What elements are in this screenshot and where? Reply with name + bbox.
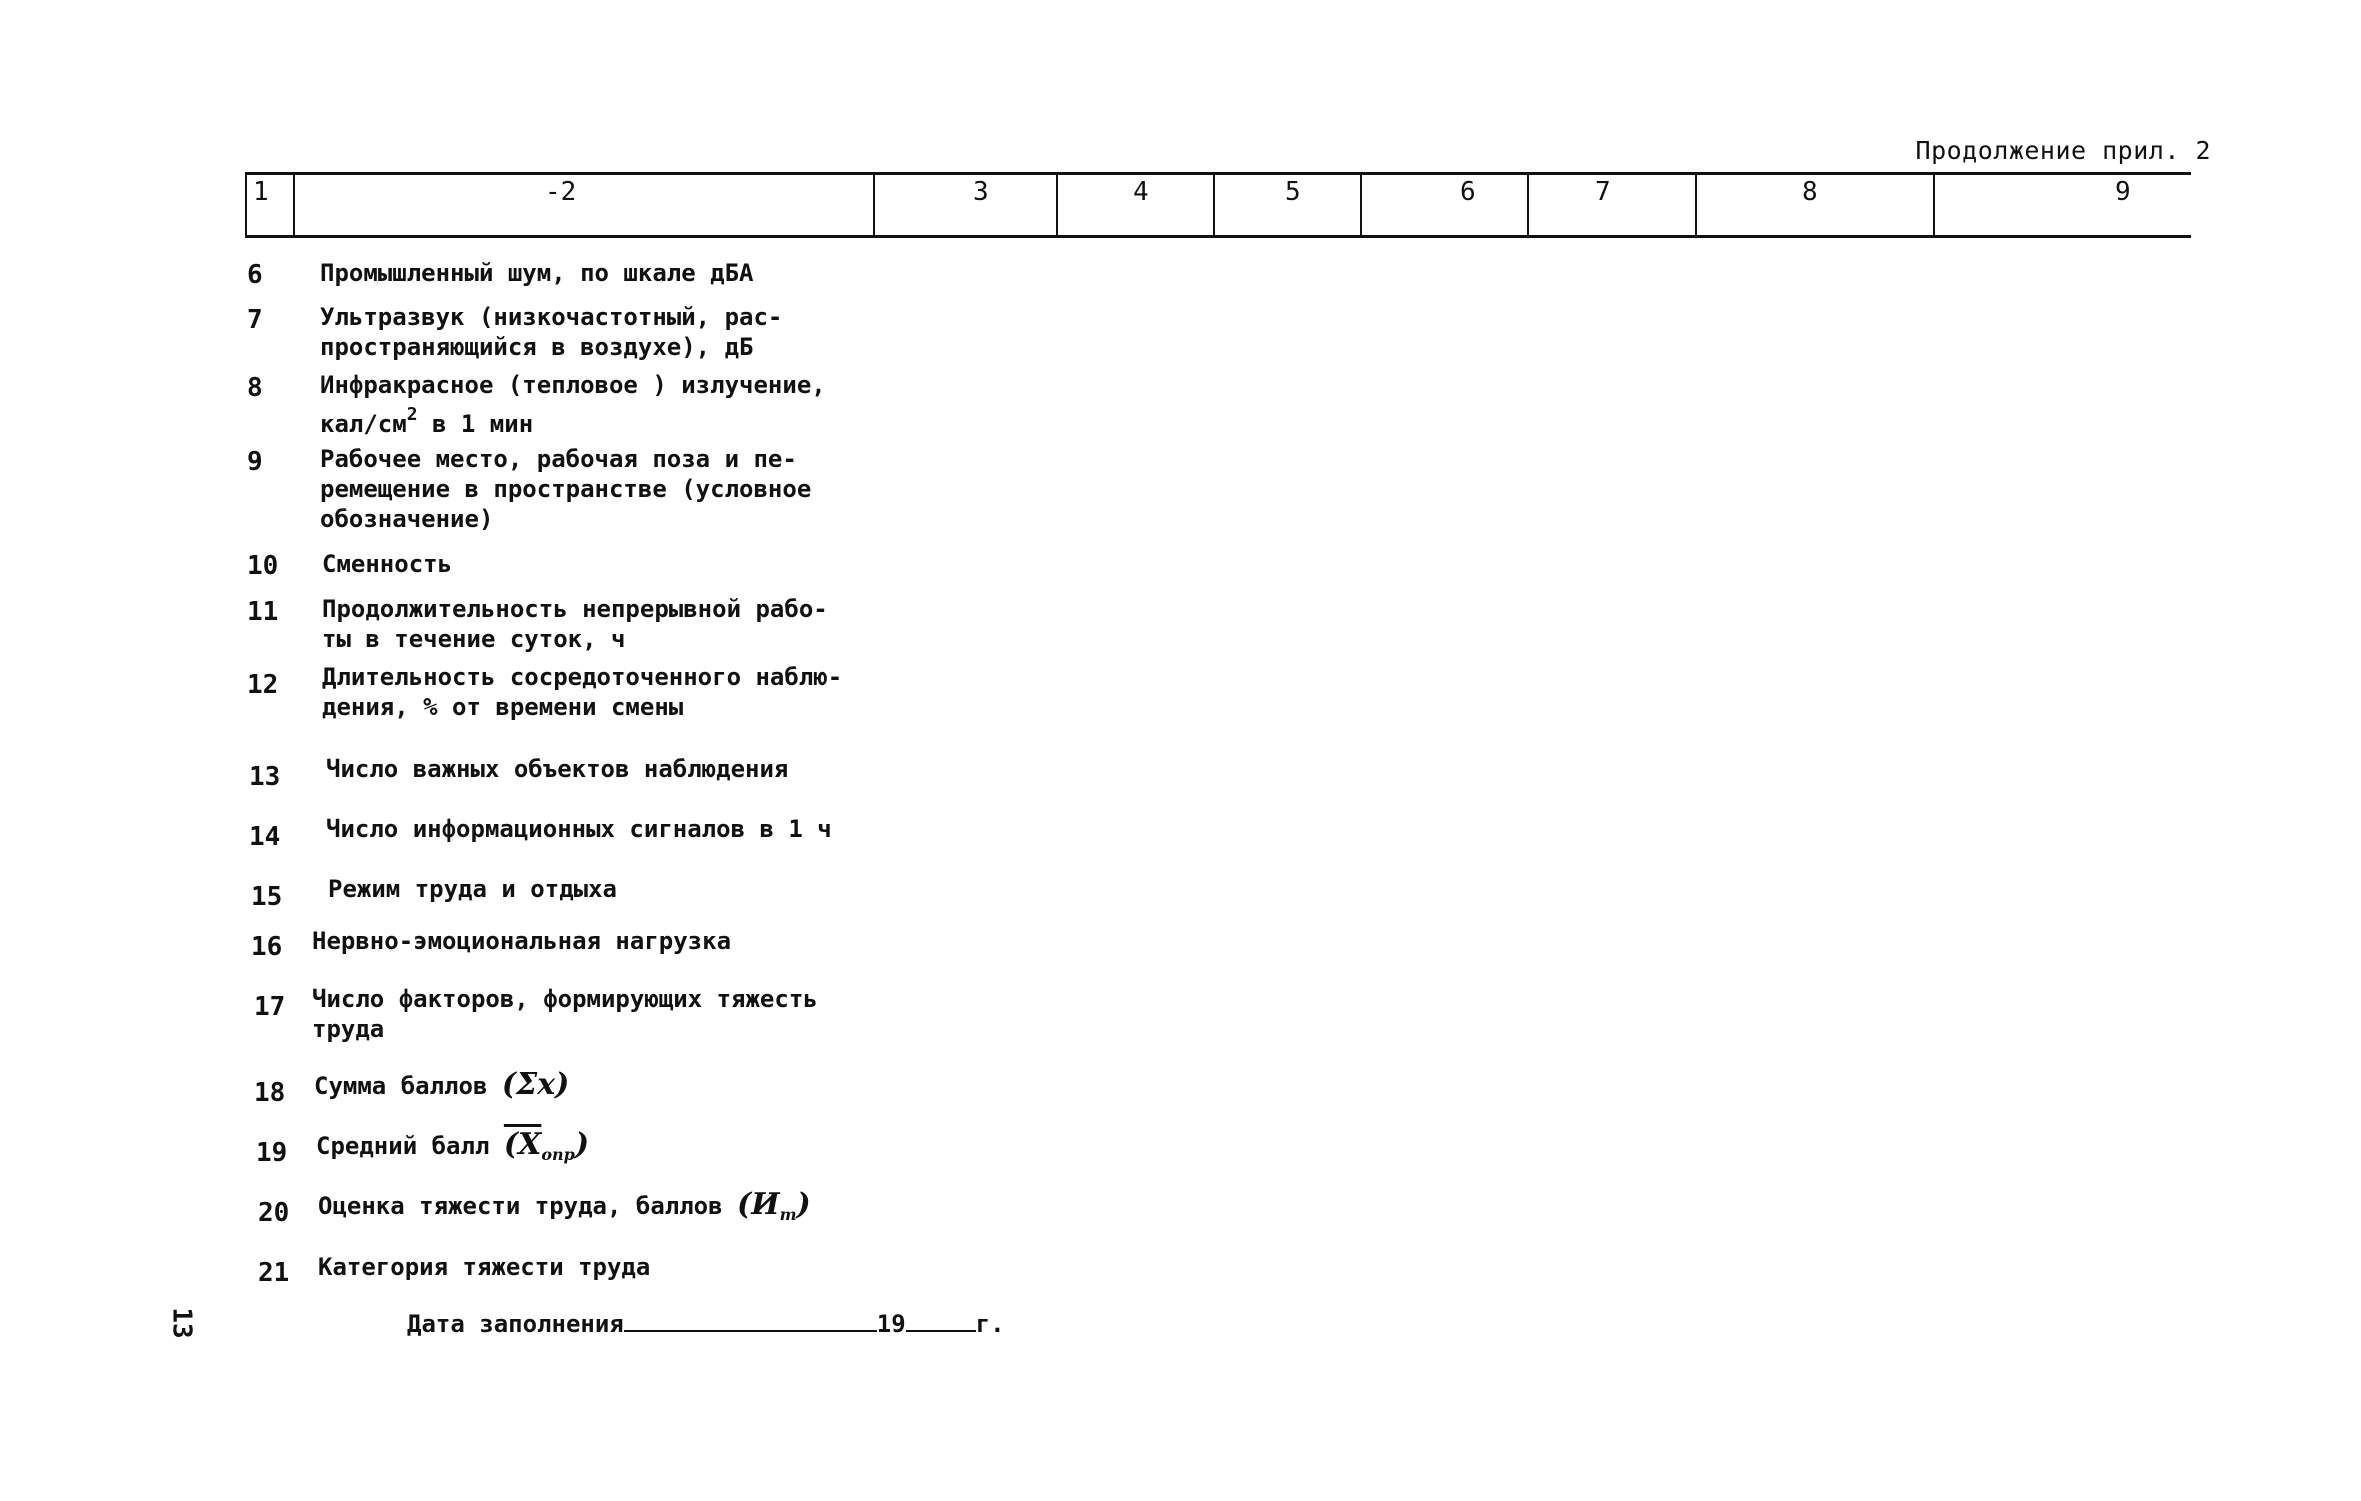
row-label: Категория тяжести труда [318, 1253, 651, 1281]
row-number: 14 [249, 822, 281, 852]
row-number: 7 [247, 305, 263, 335]
row-number: 16 [251, 932, 283, 962]
index-formula: $(И_т)$ [737, 1187, 811, 1224]
row-number: 18 [254, 1078, 286, 1108]
header-col-5 [1213, 175, 1360, 235]
row-number: 6 [247, 260, 263, 290]
header-col-9-label: 9 [2115, 177, 2131, 207]
header-col-8-label: 8 [1802, 177, 1818, 207]
header-col-7-label: 7 [1595, 177, 1611, 207]
header-col-5-label: 5 [1285, 177, 1301, 207]
header-col-2-label: -2 [545, 177, 577, 207]
row-label: Сменность [322, 550, 453, 578]
row-label: Нервно-эмоциональная нагрузка [312, 927, 732, 955]
row-number: 20 [258, 1198, 290, 1228]
row-label: Промышленный шум, по шкале дБА [320, 259, 754, 287]
header-col-8 [1695, 175, 1933, 235]
row-number: 12 [247, 670, 279, 700]
date-label: Дата заполнения [407, 1310, 624, 1338]
header-col-4-label: 4 [1133, 177, 1149, 207]
row-number: 9 [247, 447, 263, 477]
row-label: Длительность сосредоточенного наблю- дения, % от времени смены [322, 663, 843, 721]
sum-formula: (Σx) [501, 1067, 570, 1102]
fill-date-line [407, 1308, 1005, 1338]
row-number: 19 [256, 1138, 288, 1168]
header-col-2 [293, 175, 873, 235]
row-label: Число факторов, формирующих тяжесть труда [312, 985, 818, 1043]
row-label: Инфракрасное (тепловое ) излучение, кал/$см^2$ в 1 мин [320, 371, 826, 438]
row-number: 10 [247, 551, 279, 581]
page-number: 13 [166, 1307, 197, 1339]
row-label: Число важных объектов наблюдения [326, 755, 789, 783]
header-col-7 [1527, 175, 1695, 235]
row-label: Режим труда и отдыха [328, 875, 617, 903]
row-number: 15 [251, 882, 283, 912]
row-number: 8 [247, 373, 263, 403]
row-number: 17 [254, 992, 286, 1022]
header-col-4 [1056, 175, 1213, 235]
row-label: Продолжительность непрерывной рабо- ты в течение суток, ч [322, 595, 828, 653]
row-number: 21 [258, 1258, 290, 1288]
row-label: Рабочее место, рабочая поза и пе- ремещение в пространстве (условное обозначение) [320, 445, 812, 533]
year-blank[interactable] [906, 1308, 976, 1332]
year-suffix: г. [975, 1310, 1005, 1338]
row-label: Оценка тяжести труда, баллов $(И_т)$ [318, 1187, 811, 1224]
year-prefix: 19 [876, 1310, 906, 1338]
row-label: Ультразвук (низкочастотный, рас- пространяющийся в воздухе), дБ [320, 303, 783, 361]
row-label: Число информационных сигналов в 1 ч [326, 815, 832, 843]
header-col-9 [1933, 175, 2191, 235]
row-number: 11 [247, 597, 279, 627]
table-header [245, 172, 2191, 238]
header-col-1-label: 1 [253, 177, 269, 207]
row-label: Средний балл $(X_{опр})$ [316, 1127, 590, 1164]
header-col-6 [1360, 175, 1527, 235]
header-col-6-label: 6 [1460, 177, 1476, 207]
header-col-3-label: 3 [973, 177, 989, 207]
date-blank[interactable] [624, 1308, 877, 1332]
header-col-1 [245, 175, 293, 235]
row-label: Сумма баллов (Σx) [314, 1067, 570, 1102]
continuation-label: Продолжение прил. 2 [1915, 136, 2211, 165]
mean-formula: $(X_{опр})$ [503, 1127, 590, 1164]
header-col-3 [873, 175, 1056, 235]
row-number: 13 [249, 762, 281, 792]
